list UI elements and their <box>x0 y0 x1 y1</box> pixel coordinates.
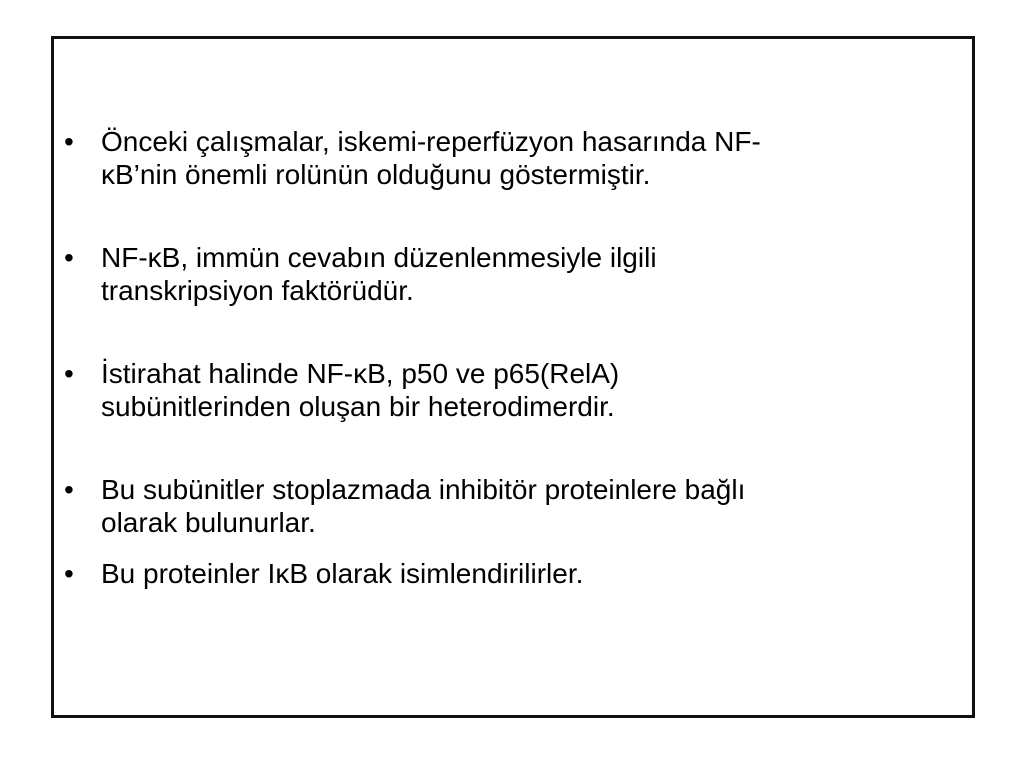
bullet-text-line: subünitlerinden oluşan bir heterodimerdir. <box>101 391 615 422</box>
bullet-text-line: İstirahat halinde NF-κB, p50 ve p65(RelA) <box>101 358 620 389</box>
bullet-dot-icon: • <box>64 558 74 589</box>
bullet-item <box>54 125 911 191</box>
bullet-text-line: NF-κB, immün cevabın düzenlenmesiyle ilgili <box>101 242 657 273</box>
bullet-text-line: Bu proteinler IκB olarak isimlendirilirler. <box>101 558 584 589</box>
bullet-item <box>54 473 911 539</box>
bullet-item <box>54 241 911 307</box>
bullet-item <box>54 357 911 423</box>
bullet-dot-icon: • <box>64 126 74 157</box>
bullet-text-line: Bu subünitler stoplazmada inhibitör proteinlere bağlı <box>101 474 746 505</box>
bullet-text-line: Önceki çalışmalar, iskemi-reperfüzyon hasarında NF- <box>101 126 761 157</box>
bullet-text-line: transkripsiyon faktörüdür. <box>101 275 414 306</box>
bullet-dot-icon: • <box>64 358 74 389</box>
bullet-text-line: κB’nin önemli rolünün olduğunu göstermiştir. <box>101 159 651 190</box>
bullet-list <box>54 125 972 590</box>
bullet-text-line: olarak bulunurlar. <box>101 507 316 538</box>
bullet-dot-icon: • <box>64 242 74 273</box>
bullet-item <box>54 557 911 590</box>
bullet-dot-icon: • <box>64 474 74 505</box>
slide-frame <box>51 36 975 718</box>
